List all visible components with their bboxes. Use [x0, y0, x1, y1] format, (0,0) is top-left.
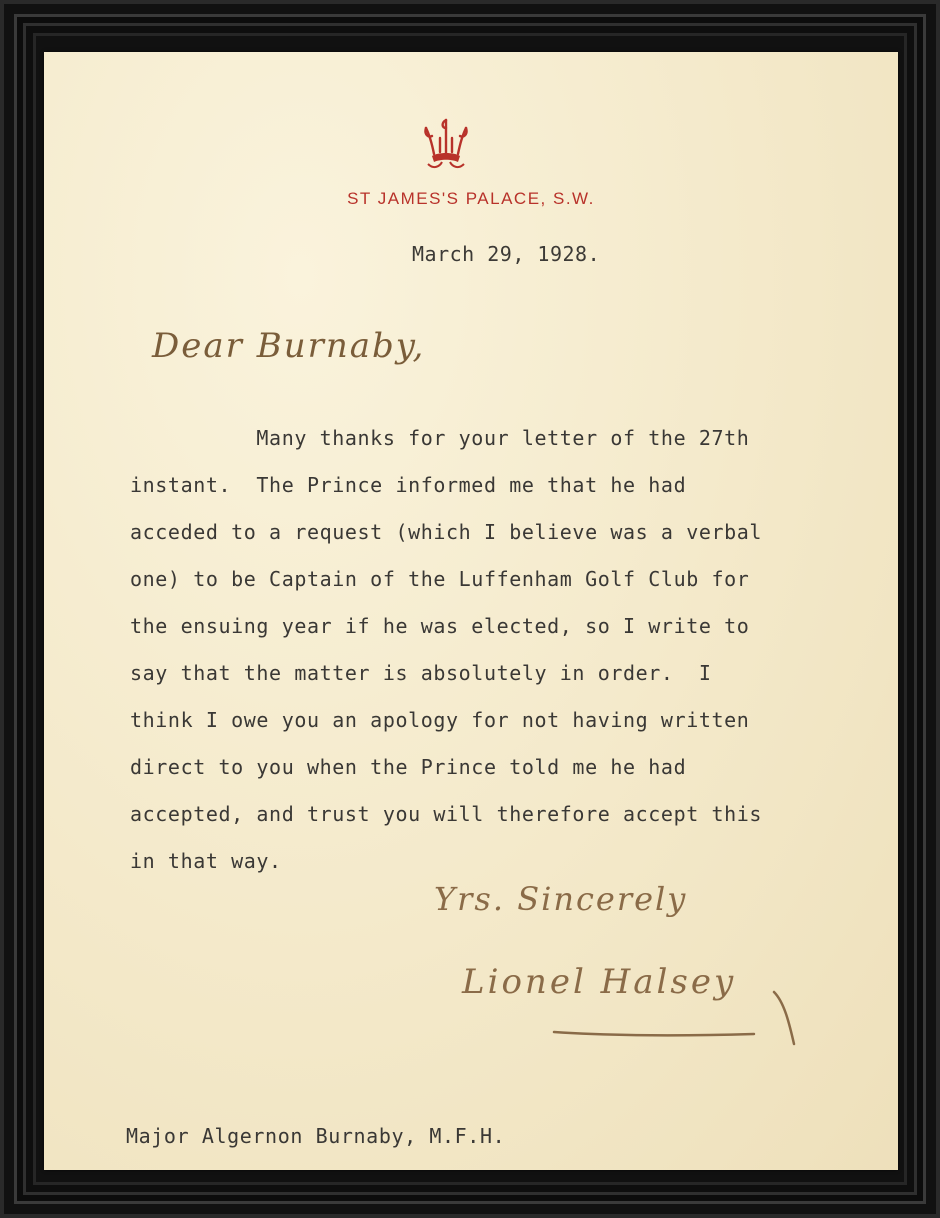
letterhead-address: ST JAMES'S PALACE, S.W.	[347, 189, 595, 208]
signature: Lionel Halsey	[462, 962, 737, 1002]
prince-of-wales-feathers-icon	[422, 114, 470, 174]
body-line: Many thanks for your letter of the 27th	[130, 426, 750, 450]
body-line: think I owe you an apology for not having written	[130, 708, 750, 732]
closing-handwritten: Yrs. Sincerely	[434, 880, 688, 918]
letter-date: March 29, 1928.	[412, 242, 601, 266]
salutation: Dear Burnaby,	[152, 326, 426, 366]
body-line: instant. The Prince informed me that he had	[130, 473, 687, 497]
body-line: one) to be Captain of the Luffenham Golf Club for	[130, 567, 750, 591]
body-line: acceded to a request (which I believe was a verbal	[130, 520, 763, 544]
signature-flourish	[454, 952, 814, 1052]
body-line: accepted, and trust you will therefore accept this	[130, 802, 763, 826]
body-line: the ensuing year if he was elected, so I write to	[130, 614, 750, 638]
body-line: in that way.	[130, 849, 282, 873]
body-line: direct to you when the Prince told me he had	[130, 755, 687, 779]
addressee: Major Algernon Burnaby, M.F.H.	[126, 1124, 506, 1148]
letter-page	[44, 52, 898, 1170]
body-line: say that the matter is absolutely in order. I	[130, 661, 712, 685]
